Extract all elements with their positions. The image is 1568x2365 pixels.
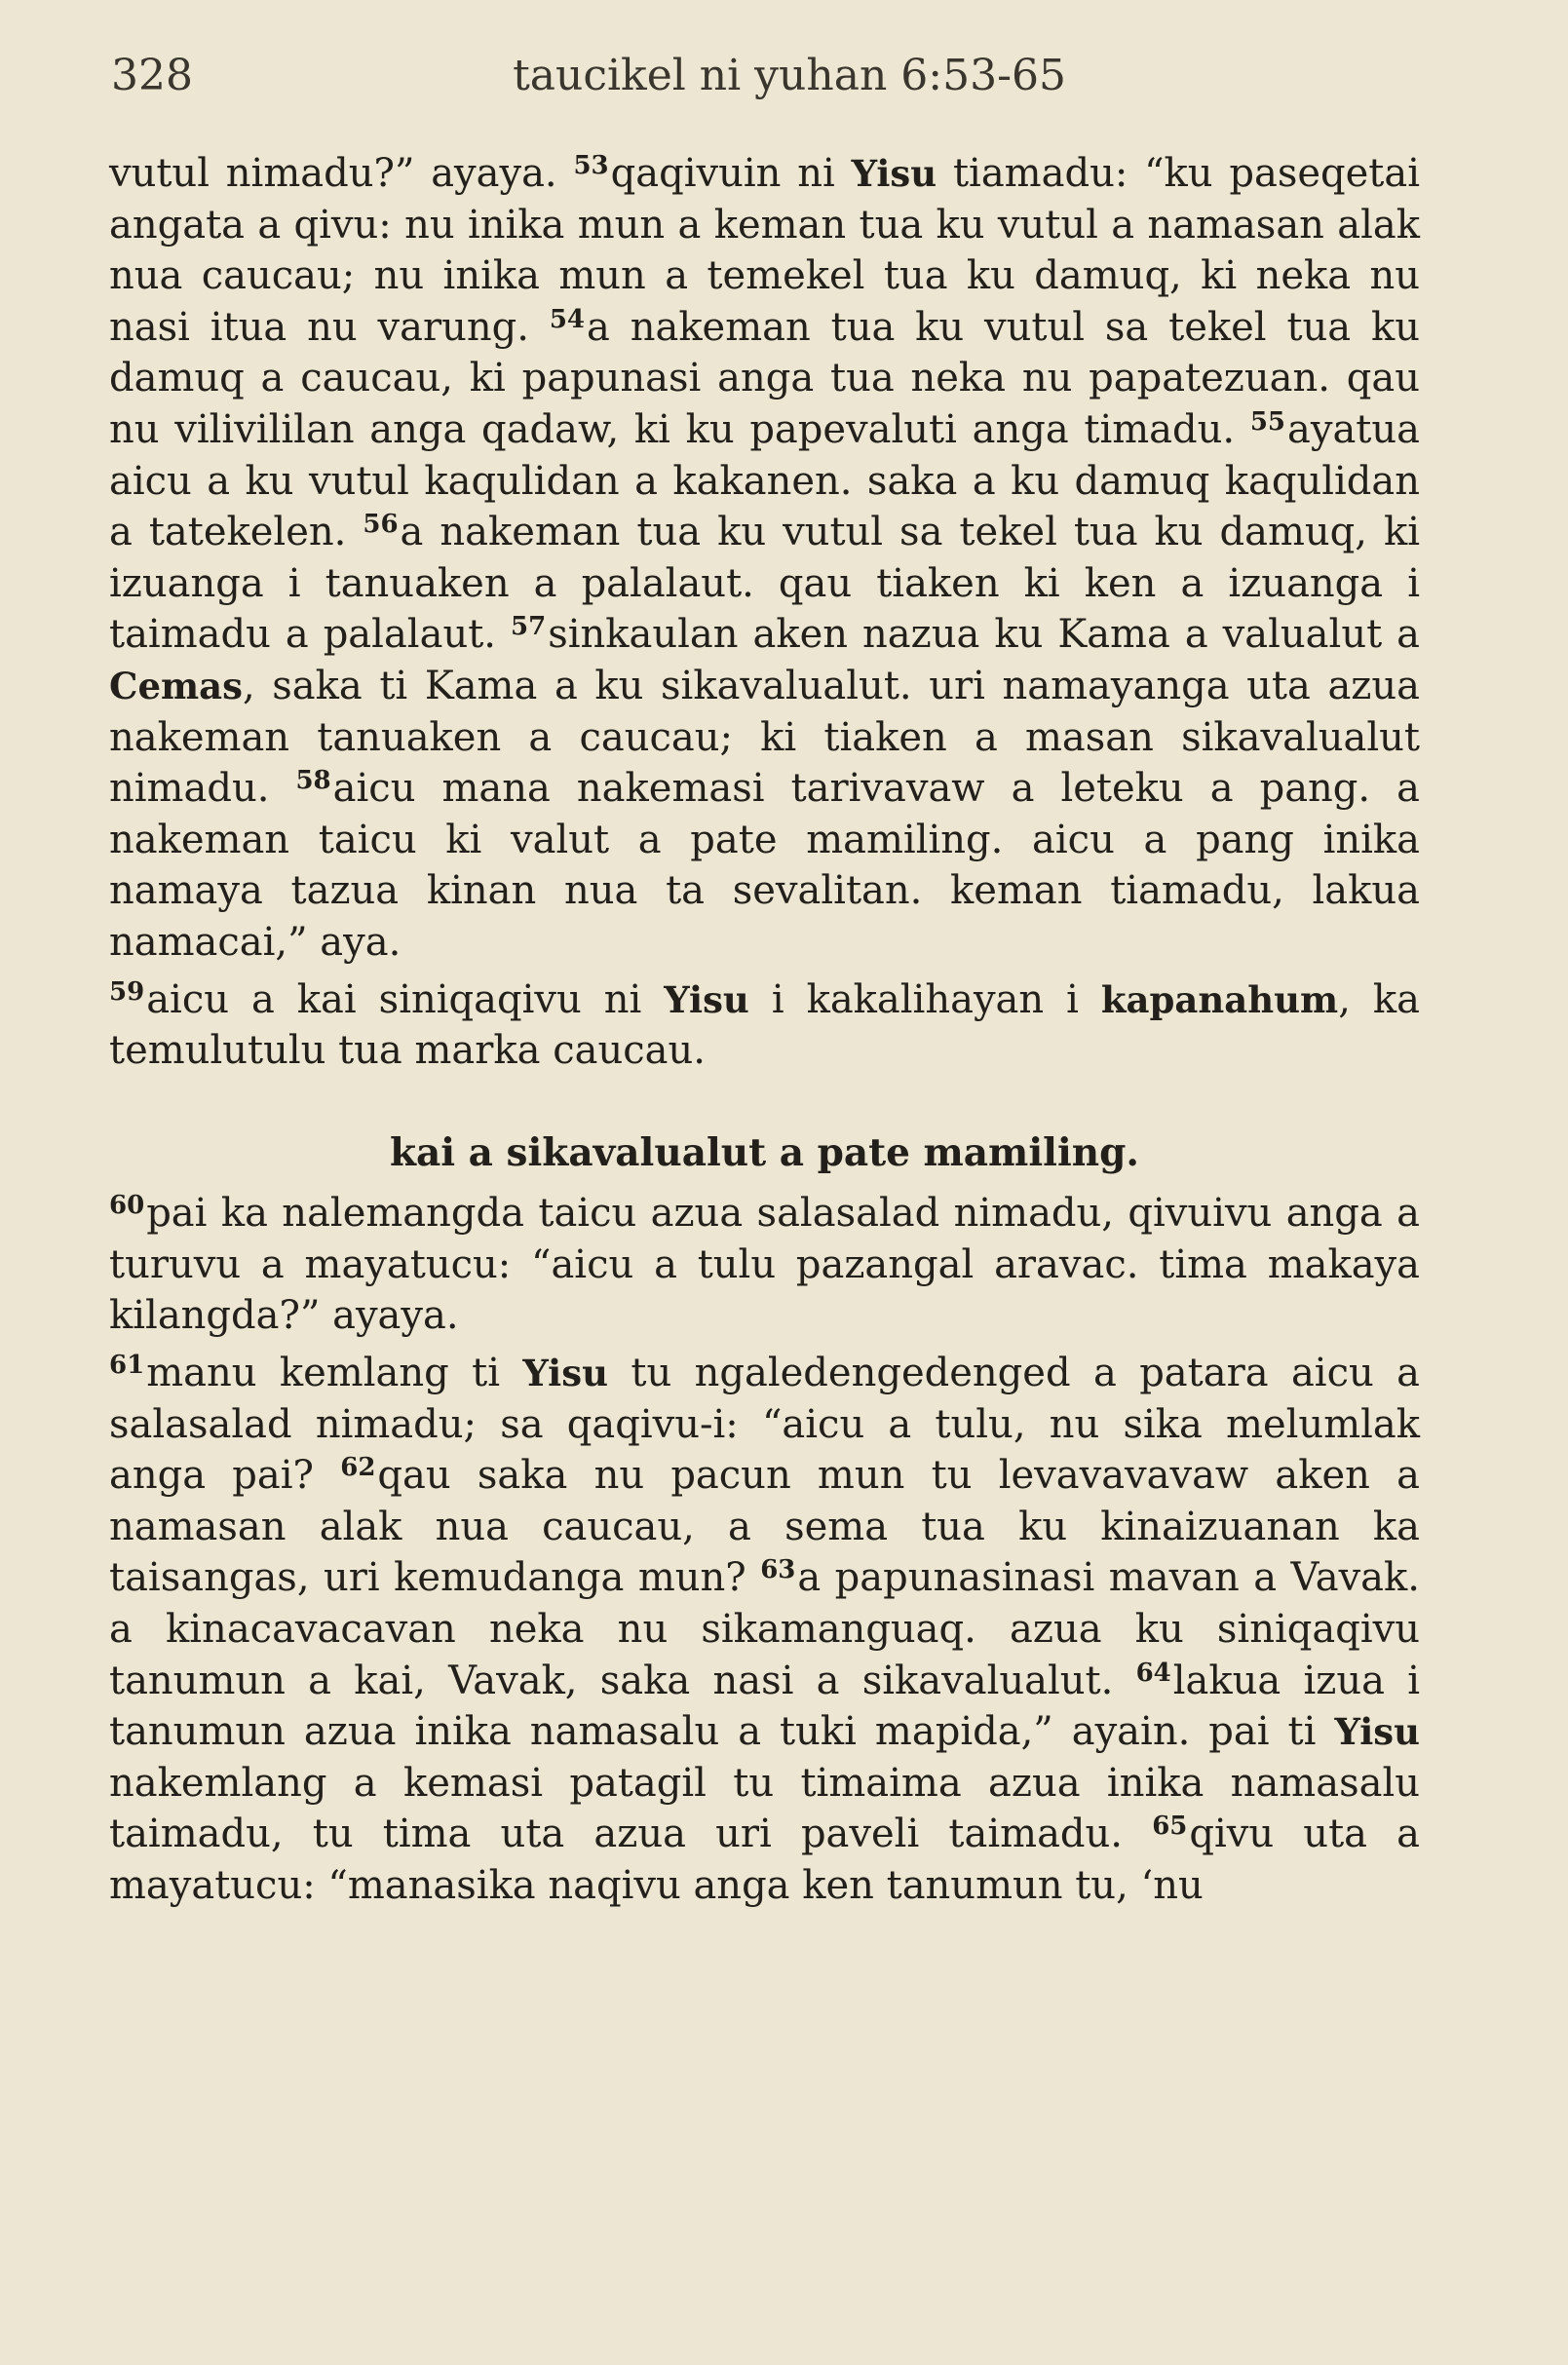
text-run: , ka temulutulu tua marka caucau. bbox=[109, 976, 1420, 1074]
verse-number: 64 bbox=[1135, 1658, 1171, 1688]
verse-number: 62 bbox=[340, 1453, 376, 1483]
name-cemas: Cemas bbox=[109, 664, 243, 707]
paragraph-3 bbox=[109, 1188, 1420, 1342]
paragraph-1 bbox=[109, 148, 1420, 969]
text-run: lakua izua i tanumun azua inika namasalu a tuki mapida,” ayain. pai ti bbox=[109, 1658, 1421, 1755]
name-yisu: Yisu bbox=[664, 977, 749, 1021]
text-run: vutul nimadu?” ayaya. bbox=[109, 151, 557, 196]
verse-number: 60 bbox=[109, 1191, 145, 1221]
page-number: 328 bbox=[111, 51, 193, 100]
verse-number: 53 bbox=[573, 151, 609, 180]
text-run: aicu mana nakemasi tarivavaw a leteku a pang. a nakeman taicu ki valut a pate mamiling. aicu a pang inika namaya tazua kinan nua ta sevalitan. keman tiamadu, lakua namacai,” aya. bbox=[109, 766, 1421, 965]
section-heading: kai a sikavalualut a pate mamiling. bbox=[390, 1129, 1139, 1175]
text-run: pai ka nalemangda taicu azua salasalad nimadu, qivuivu anga a turuvu a mayatucu: “aicu a tulu pazangal aravac. tima makaya kilangda?” ayaya. bbox=[109, 1191, 1420, 1339]
text-run: qau saka nu pacun mun tu levavavavaw aken a namasan alak nua caucau, a sema tua ku kinaizuanan ka taisangas, uri kemudanga mun? bbox=[109, 1453, 1421, 1601]
verse-number: 61 bbox=[109, 1351, 145, 1381]
verse-number: 65 bbox=[1152, 1812, 1188, 1842]
place-kapanahum: kapanahum bbox=[1100, 977, 1339, 1021]
text-run: a nakeman tua ku vutul sa tekel tua ku damuq a caucau, ki papunasi anga tua neka nu papatezuan. qau nu vilivililan anga qadaw, ki ku papevaluti anga timadu. bbox=[109, 304, 1421, 452]
verse-number: 54 bbox=[549, 304, 585, 334]
verse-number: 58 bbox=[295, 766, 331, 796]
verse-number: 63 bbox=[760, 1555, 796, 1585]
running-title: taucikel ni yuhan 6:53-65 bbox=[513, 51, 1066, 100]
text-run: qivu uta a mayatucu: “manasika naqivu anga ken tanumun tu, ‘nu bbox=[109, 1812, 1420, 1908]
verse-number: 56 bbox=[363, 510, 399, 540]
paragraph-4 bbox=[109, 1348, 1420, 1912]
verse-number: 55 bbox=[1249, 406, 1286, 437]
text-run: qaqivuin ni bbox=[610, 151, 835, 196]
name-yisu: Yisu bbox=[851, 152, 937, 195]
page-body bbox=[109, 148, 1420, 1912]
text-run: i kakalihayan i bbox=[771, 976, 1079, 1022]
text-run: nakemlang a kemasi patagil tu timaima azua inika namasalu taimadu, tu tima uta azua uri paveli taimadu. bbox=[109, 1760, 1420, 1857]
text-run: aicu a kai siniqaqivu ni bbox=[146, 976, 642, 1022]
name-yisu: Yisu bbox=[1334, 1710, 1421, 1754]
text-run: manu kemlang ti bbox=[146, 1351, 501, 1396]
text-run: tu ngaledengedenged a patara aicu a salasalad nimadu; sa qaqivu-i: “aicu a tulu, nu sika melumlak anga pai? bbox=[109, 1351, 1420, 1499]
text-run: a papunasinasi mavan a Vavak. a kinacavacavan neka nu sikamanguaq. azua ku siniqaqivu tanumun a kai, Vavak, saka nasi a sikavalualut. bbox=[109, 1555, 1420, 1703]
text-run: tiamadu: “ku paseqetai angata a qivu: nu inika mun a keman tua ku vutul a namasan alak nua caucau; nu inika mun a temekel tua ku damuq, ki neka nu nasi itua nu varung. bbox=[109, 151, 1421, 350]
verse-number: 59 bbox=[109, 976, 145, 1007]
verse-number: 57 bbox=[511, 612, 547, 642]
text-run: a nakeman tua ku vutul sa tekel tua ku damuq, ki izuanga i tanuaken a palalaut. qau tiaken ki ken a izuanga i taimadu a palalaut. bbox=[109, 510, 1420, 658]
page-header bbox=[0, 51, 1568, 109]
text-run: ayatua aicu a ku vutul kaqulidan a kakanen. saka a ku damuq kaqulidan a tatekelen. bbox=[109, 406, 1420, 555]
paragraph-2 bbox=[109, 974, 1420, 1077]
text-run: , saka ti Kama a ku sikavalualut. uri namayanga uta azua nakeman tanuaken a caucau; ki tiaken a masan sikavalualut nimadu. bbox=[109, 663, 1420, 812]
name-yisu: Yisu bbox=[522, 1352, 608, 1395]
text-run: sinkaulan aken nazua ku Kama a valualut a bbox=[548, 612, 1421, 658]
